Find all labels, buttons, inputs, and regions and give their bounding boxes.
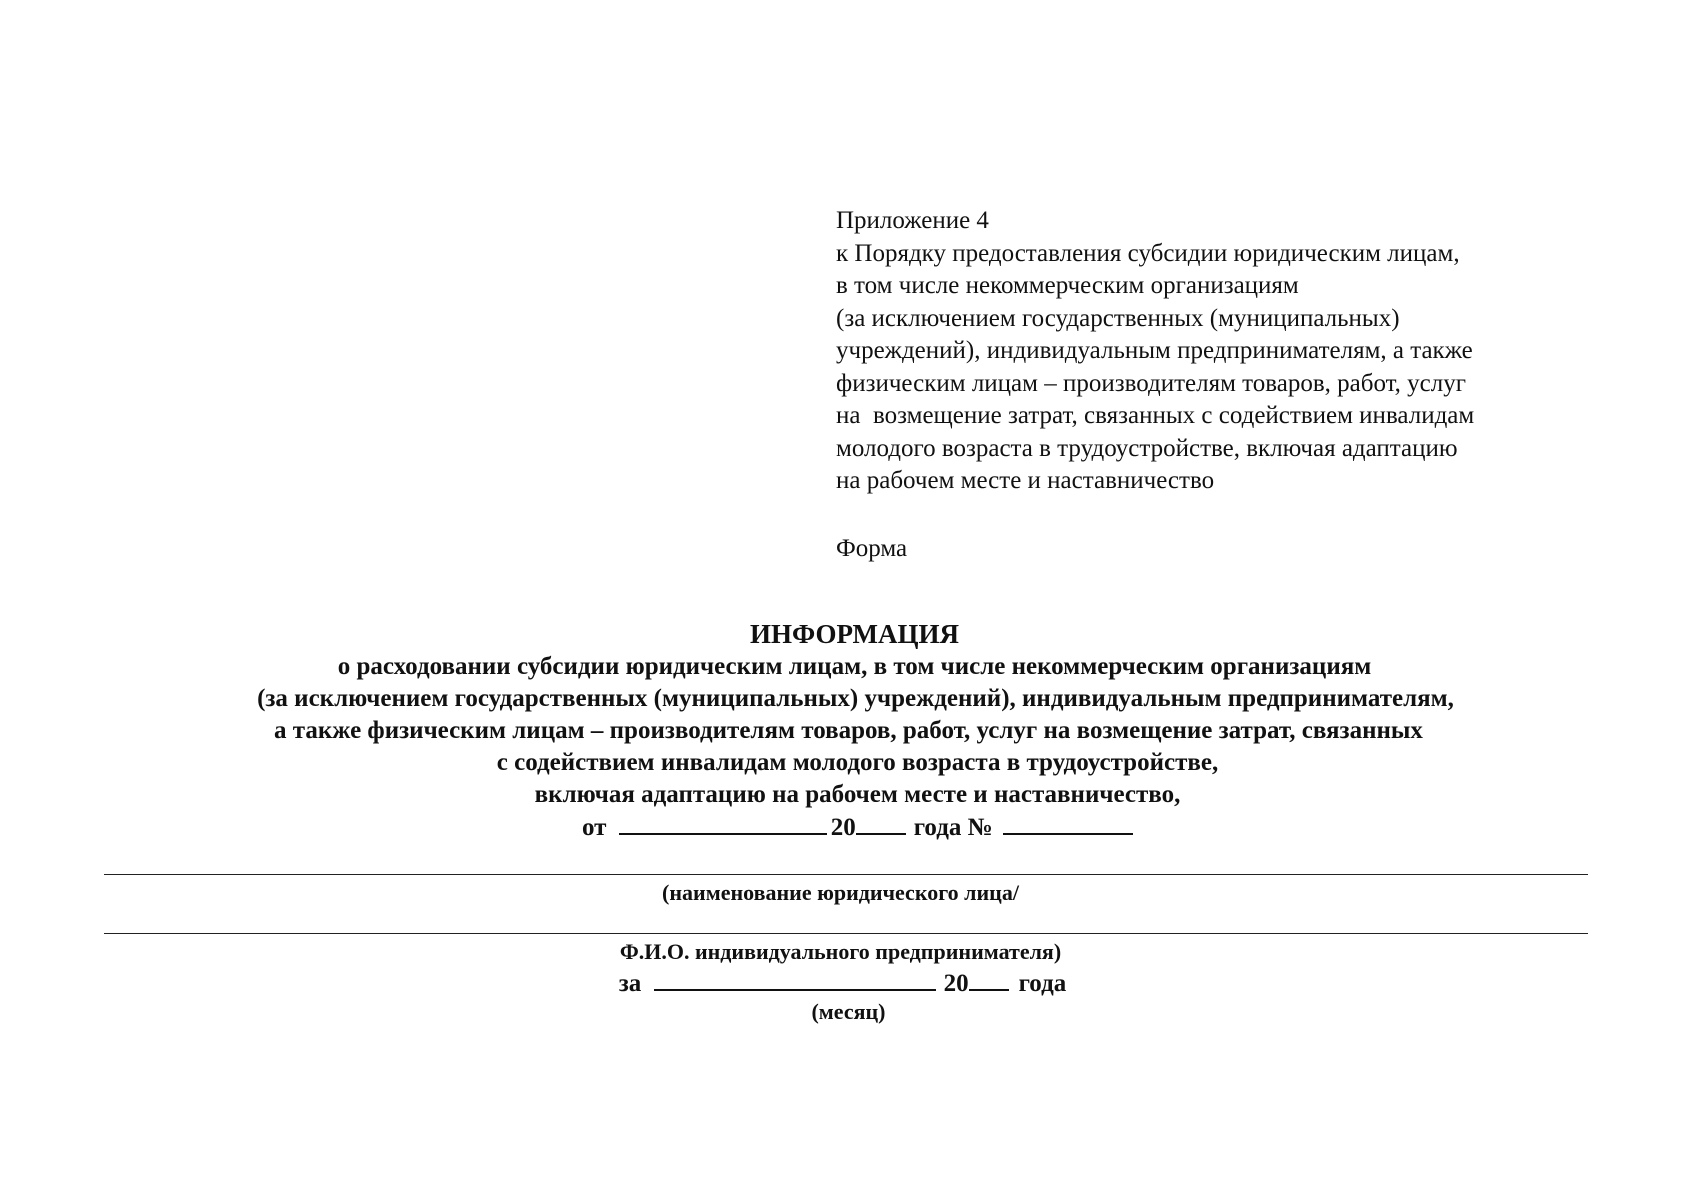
period-year-prefix: 20 bbox=[943, 970, 969, 997]
appendix-line: на возмещение затрат, связанных с содействием инвалидам bbox=[836, 402, 1475, 429]
title-line: о расходовании субсидии юридическим лицам, в том числе некоммерческим организациям bbox=[337, 653, 1372, 680]
appendix-line: Приложение 4 bbox=[836, 207, 989, 234]
appendix-line: в том числе некоммерческим организациям bbox=[836, 272, 1299, 299]
title-line: с содействием инвалидам молодого возраста в трудоустройстве, bbox=[496, 749, 1219, 776]
month-field[interactable] bbox=[654, 967, 936, 991]
appendix-line: (за исключением государственных (муниципальных) bbox=[836, 304, 1400, 332]
form-label: Форма bbox=[836, 535, 908, 562]
title-line: включая адаптацию на рабочем месте и наставничество, bbox=[534, 781, 1181, 808]
period-year-label: года bbox=[1018, 970, 1067, 997]
period-line bbox=[0, 967, 1691, 1000]
date-number-line bbox=[0, 811, 1697, 844]
entrepreneur-name-caption: Ф.И.О. индивидуального предпринимателя) bbox=[619, 939, 1062, 964]
appendix-line: к Порядку предоставления субсидии юридическим лицам, bbox=[836, 239, 1460, 267]
org-name-line[interactable] bbox=[104, 874, 1588, 875]
year-number-label: года № bbox=[913, 814, 993, 841]
appendix-line: физическим лицам – производителям товаров, работ, услуг bbox=[836, 369, 1467, 397]
month-caption: (месяц) bbox=[811, 999, 886, 1024]
period-year-field[interactable] bbox=[969, 967, 1009, 991]
document-heading: ИНФОРМАЦИЯ bbox=[750, 619, 959, 649]
period-prefix: за bbox=[618, 970, 642, 997]
year-prefix: 20 bbox=[830, 814, 856, 841]
year-field[interactable] bbox=[856, 811, 906, 835]
document-title-block bbox=[0, 617, 1697, 844]
title-line: (за исключением государственных (муниципальных) учреждений), индивидуальным предпринимателям, bbox=[257, 685, 1454, 712]
org-name-caption: (наименование юридического лица/ bbox=[662, 880, 1019, 905]
date-prefix: от bbox=[582, 814, 607, 841]
appendix-line: молодого возраста в трудоустройстве, включая адаптацию bbox=[836, 434, 1458, 462]
document-number-field[interactable] bbox=[1003, 811, 1133, 835]
date-field[interactable] bbox=[619, 811, 827, 835]
appendix-reference bbox=[836, 205, 1596, 498]
title-line: а также физическим лицам – производителям товаров, работ, услуг на возмещение затрат, связанных bbox=[274, 717, 1423, 744]
entrepreneur-name-line[interactable] bbox=[104, 933, 1588, 934]
appendix-line: на рабочем месте и наставничество bbox=[836, 467, 1215, 494]
appendix-line: учреждений), индивидуальным предпринимателям, а также bbox=[836, 337, 1473, 364]
